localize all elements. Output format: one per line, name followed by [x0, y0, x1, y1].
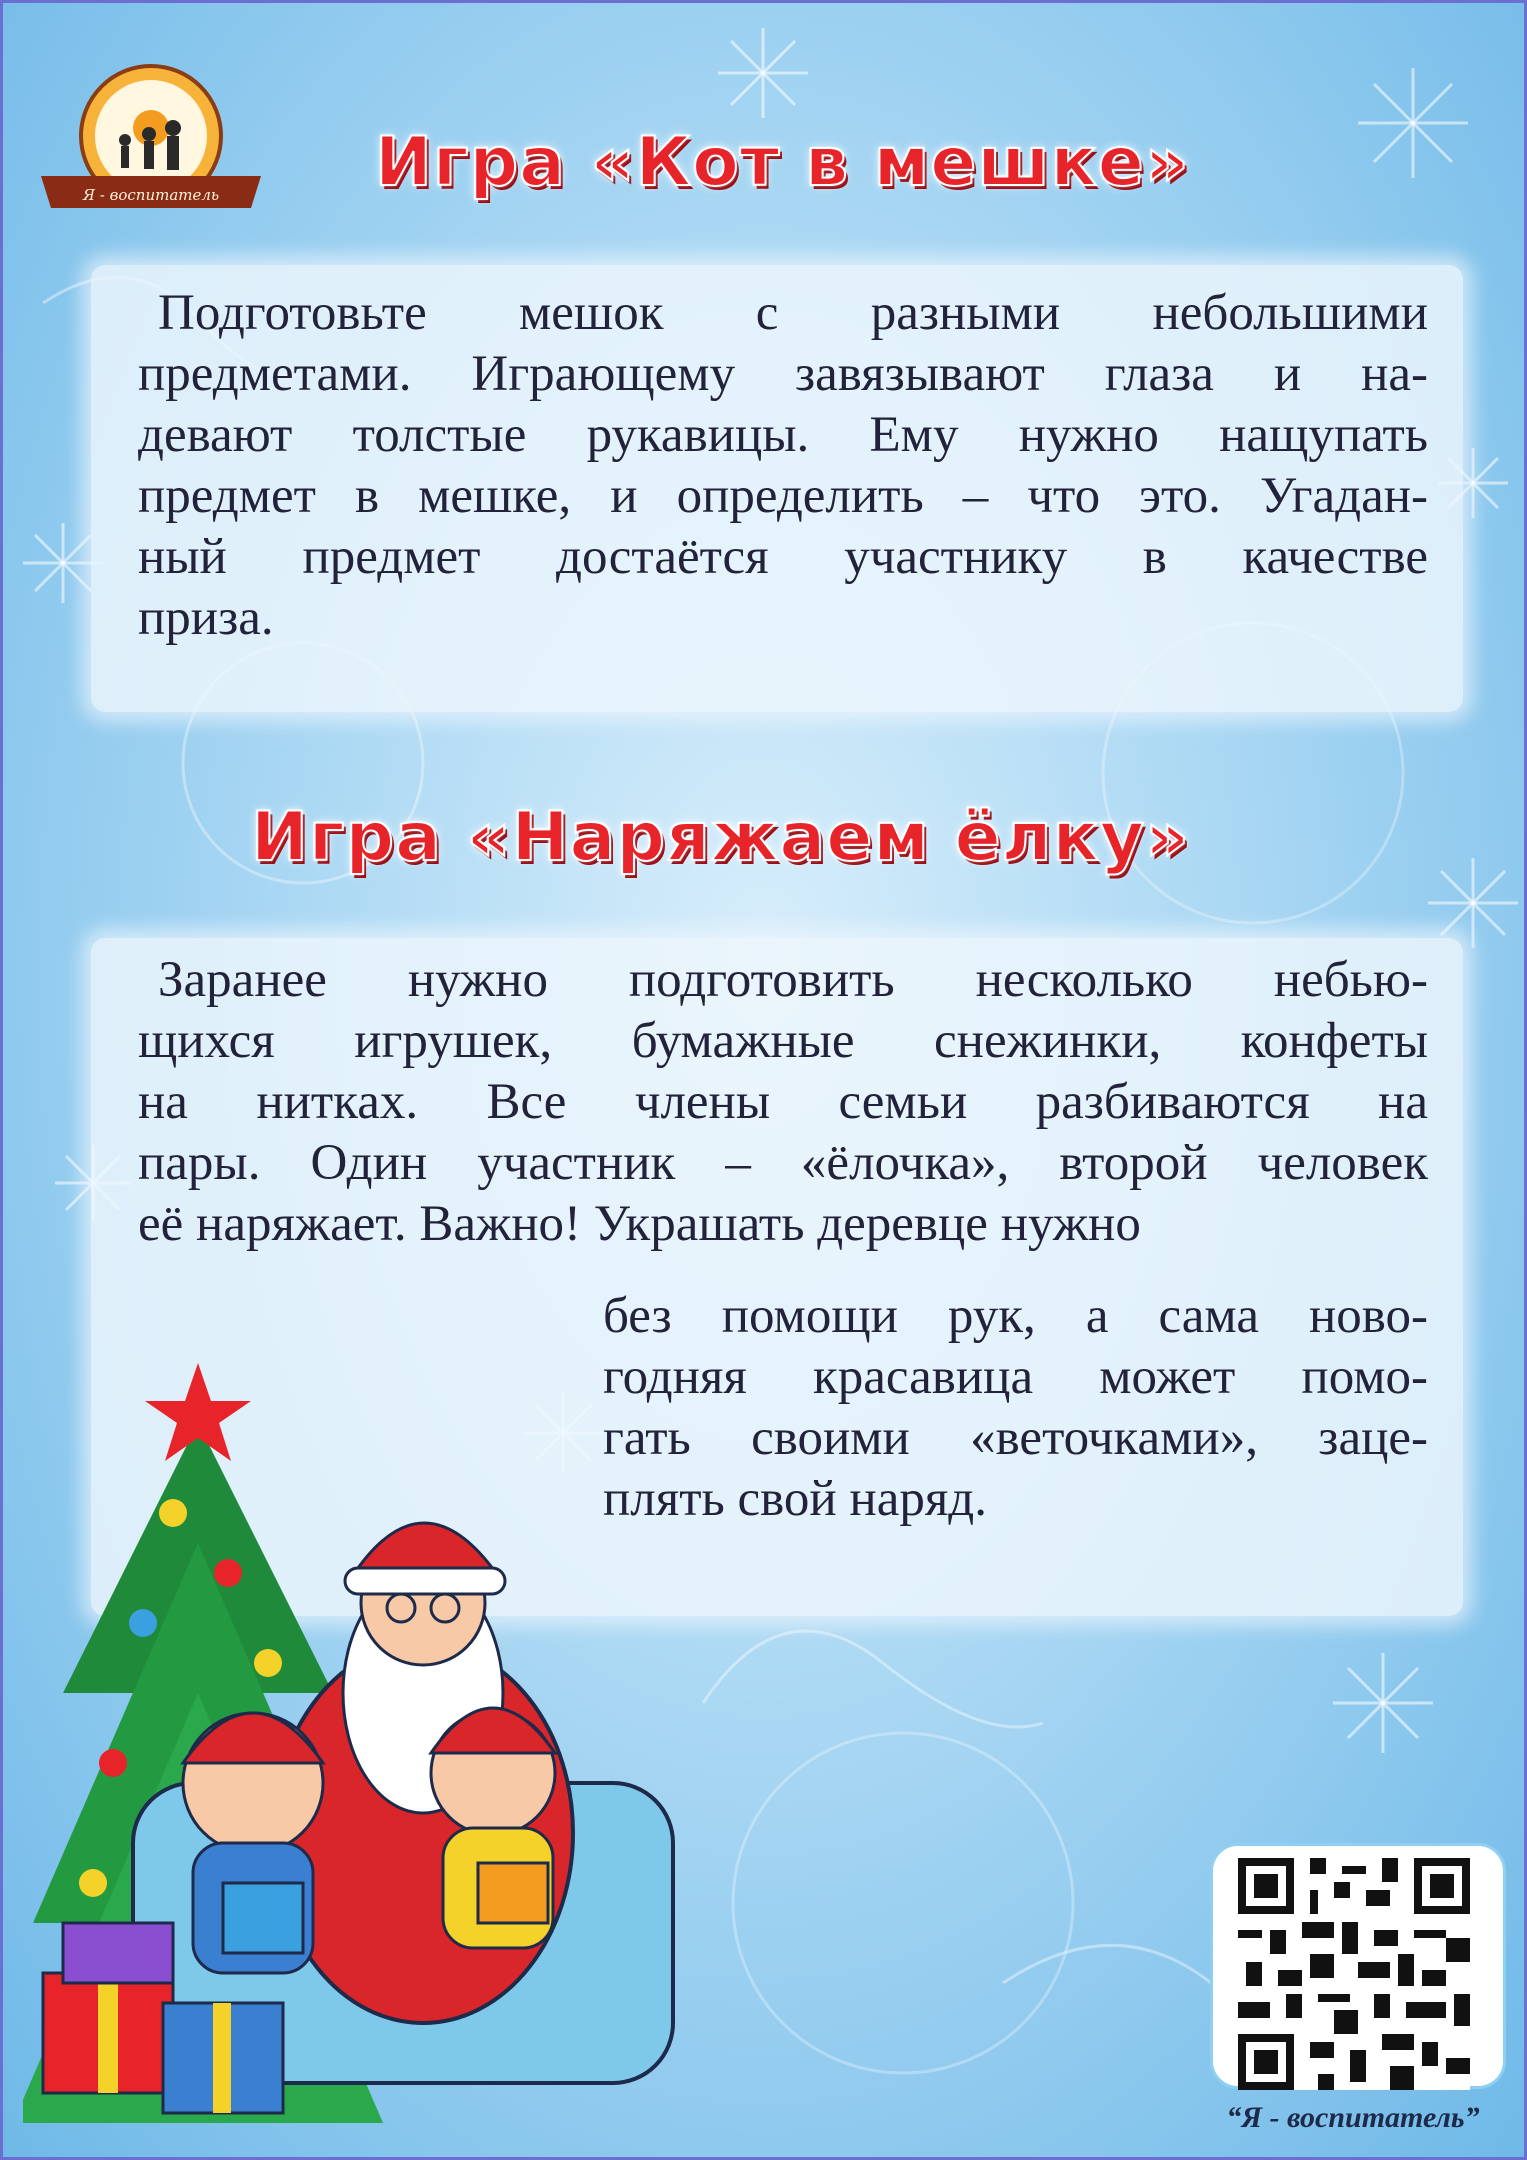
game2-line: плять свой наряд.: [603, 1471, 987, 1527]
game2-line: пары. Один участник – «ёлочка», второй человек: [138, 1135, 1428, 1191]
game2-description: [138, 950, 1428, 1255]
game2-line: гать своими «веточками», заце-: [603, 1410, 1428, 1466]
qr-caption: “Я - воспитатель”: [1226, 2101, 1480, 2134]
game1-line: Подготовьте мешок с разными небольшими: [158, 285, 1428, 341]
game2-line: её наряжает. Важно! Украшать деревце нужно: [138, 1196, 1141, 1252]
game2-line: щихся игрушек, бумажные снежинки, конфеты: [138, 1013, 1428, 1069]
santa-illustration: [23, 1363, 683, 2153]
game2-line: без помощи рук, а сама ново-: [603, 1288, 1428, 1344]
game1-line: приза.: [138, 590, 274, 646]
logo-label: Я - воспитатель: [82, 186, 220, 204]
game1-line: предметами. Играющему завязывают глаза и на-: [138, 346, 1428, 402]
game2-line: на нитках. Все члены семьи разбиваются на: [138, 1074, 1428, 1130]
game1-title: Игра «Кот в мешке»: [375, 123, 1190, 202]
game1-line: ный предмет достаётся участнику в качестве: [138, 529, 1428, 585]
logo-emblem: [31, 58, 271, 233]
game2-line: годняя красавица может помо-: [603, 1349, 1428, 1405]
game2-line: Заранее нужно подготовить несколько небью-: [158, 952, 1428, 1008]
game2-description-continued: [603, 1286, 1428, 1530]
game1-description: [138, 283, 1428, 649]
game1-line: предмет в мешке, и определить – что это. Угадан-: [138, 468, 1428, 524]
qr-code[interactable]: [1238, 1858, 1470, 2090]
game2-title: Игра «Наряжаем ёлку»: [251, 798, 1190, 877]
game1-line: девают толстые рукавицы. Ему нужно нащупать: [138, 407, 1428, 463]
